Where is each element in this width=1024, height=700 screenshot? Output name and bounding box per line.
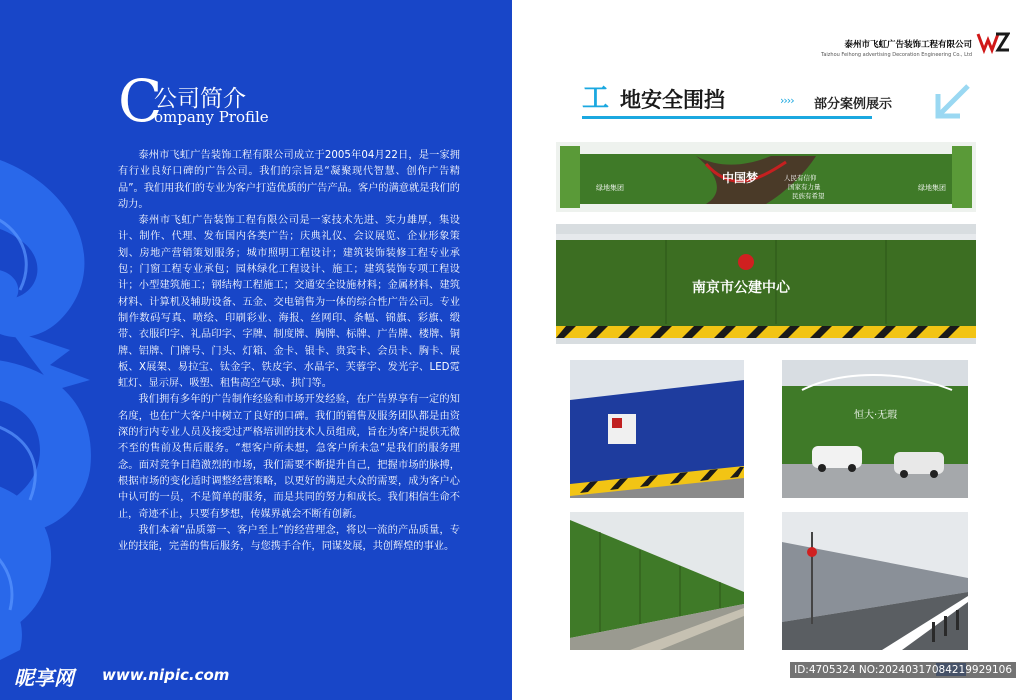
profile-paragraph: 我们本着“品质第一、客户至上”的经营理念，将以一流的产品质量，专业的技能，完善的售后服务，与您携手合作，同谋发展，共创辉煌的事业。 [118,524,460,553]
banner-line-1: 人民有信仰 [784,174,817,182]
profile-paragraph: 泰州市飞虹广告装饰工程有限公司是一家技术先进、实力雄厚，集设计、制作、代理、发布国内各类广告；庆典礼仪、会议展览、企业形象策划、房地产营销策划服务；城市照明工程设计；建筑装饰装修工程专业承包；门窗工程专业承包；园林绿化工程设计、施工；建筑装饰专项工程设计；小型建筑施工；钢结构工程施工；交通安全设施材料；金属材料、建筑材料、计算机及辅助设备、五金、交电销售为一体的综合性广告公司。专业制作数码写真、喷绘、印刷彩业、海报、丝网印、条幅、锦旗、彩旗、缎带、衣服印字、礼品印字、字牌、制度牌、胸牌、标牌、广告牌、楼牌、铜牌、铝牌、门牌号、门头、灯箱、金卡、银卡、贵宾卡、会员卡、胸卡、展板、X展架、易拉宝、钛金字、铁皮字、水晶字、芙蓉字、发光字、LED霓虹灯、显示屏、吸塑、租售高空气球、拱门等。 [118,215,460,390]
heading-first-char: 工 [582,83,609,114]
profile-body [118,148,460,555]
company-name-cn: 泰州市飞虹广告装饰工程有限公司 [844,40,972,50]
watermark-id: ID:4705324 NO:20240317084219929106 [790,662,1016,678]
showroom-sign-text: 恒大·无瑕 [854,410,898,421]
heading-subtitle: 部分案例展示 [814,97,893,112]
company-logo-icon [976,30,1010,54]
company-name-en: Taizhou Feihong advertising Decoration Engineering Co., Ltd [821,52,972,58]
watermark-url: www.nipic.com [102,666,230,684]
photo-blue-fence [570,360,744,498]
heading-underline [582,116,872,119]
photo-grey-fence-road [782,512,968,650]
banner-dream-text: 中国梦 [722,171,759,185]
banner-right-sign: 绿地集团 [918,184,946,192]
heading-title: 地安全围挡 [620,88,725,112]
profile-paragraph: 泰州市飞虹广告装饰工程有限公司成立于2005年04月22日，是一家拥有行业良好口碑的广告公司。我们的宗旨是“凝聚现代智慧、创作广告精品”。我们用我们的专业为客户打造优质的广告产品。客户的满意就是我们的动力。 [118,150,460,210]
banner-line-2: 国家有力量 [788,183,821,191]
banner-line-3: 民族有希望 [792,192,825,200]
company-name [821,38,972,58]
heading-arrows-icon: ›››› [780,94,794,107]
cases-page [512,0,1024,700]
banner-left-sign: 绿地集团 [596,184,624,192]
title-chinese: 公司简介 [154,86,246,112]
down-left-arrow-icon [928,80,976,128]
watermark-logo: 昵享网 [14,666,74,690]
photo-green-fence-road [570,512,744,650]
photo-showroom-wall [782,360,968,498]
photo-fence-wall [556,224,976,344]
title-english: ompany Profile [154,108,269,126]
fence-sign-text: 南京市公建中心 [692,280,790,296]
photo-green-banner-wall [556,142,976,212]
profile-paragraph: 我们拥有多年的广告制作经验和市场开发经验，在广告界享有一定的知名度，也在广大客户中树立了良好的口碑。我们的销售及服务团队都是由资深的行内专业人员及接受过严格培训的技术人员组成，旨在为客户提供无微不至的售前及售后服务。“想客户所未想，急客户所未急”是我们的服务理念。面对竞争日趋激烈的市场，我们需要不断提升自己，把握市场的脉搏，根据市场的变化适时调整经营策略，以更好的满足大众的需要，成为客户心中认可的一员，不是简单的服务，而是共同的努力和成长。我们相信生命不止，奇迹不止，只要有梦想，传媒界就会不断有创新。 [118,394,460,520]
title-initial-letter: C [118,67,163,135]
